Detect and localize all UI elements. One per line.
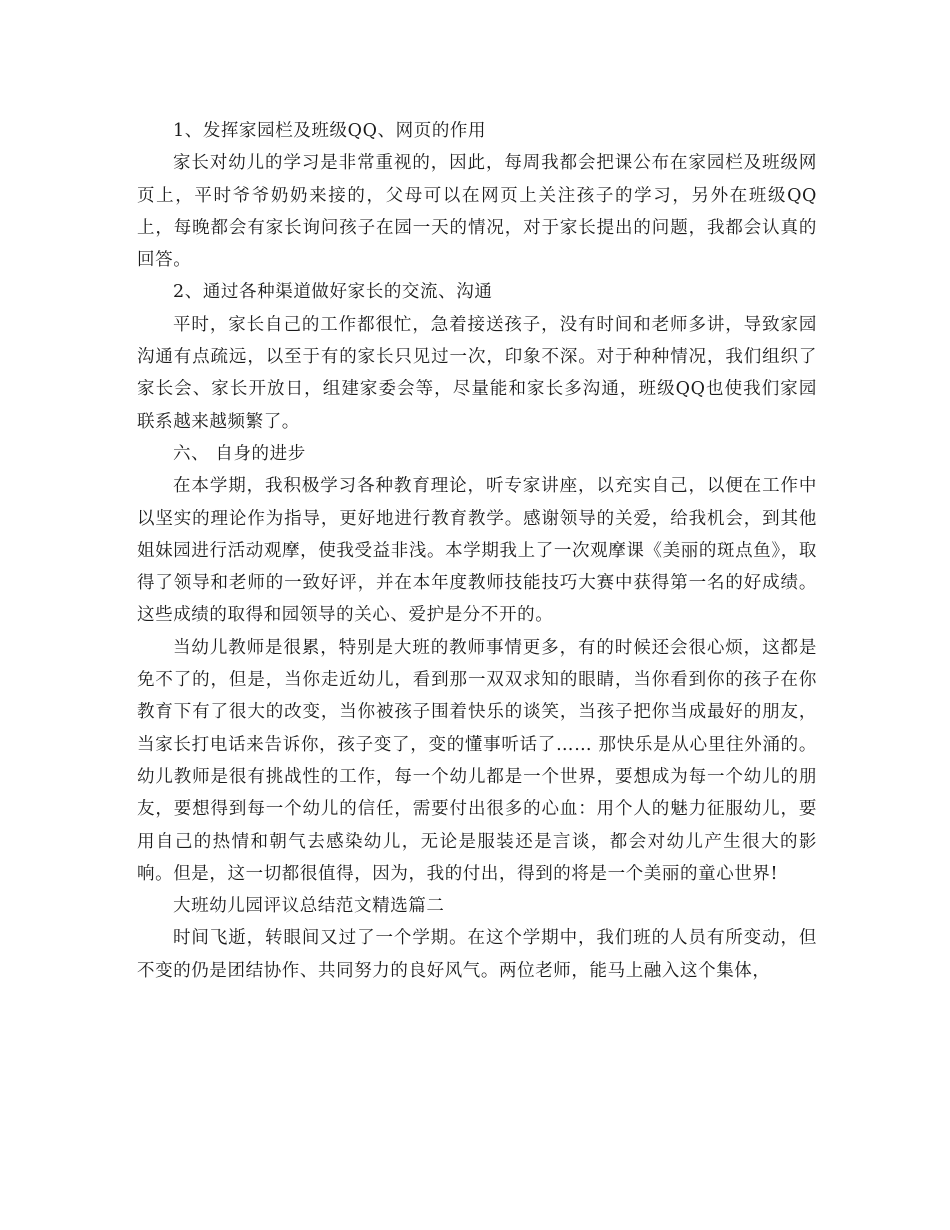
body-paragraph: 时间飞逝，转眼间又过了一个学期。在这个学期中，我们班的人员有所变动，但不变的仍是团结协作、共同努力的良好风气。两位老师，能马上融入这个集体， [137,928,817,981]
body-paragraph: 在本学期，我积极学习各种教育理论，听专家讲座，以充实自己，以便在工作中以坚实的理论作为指导，更好地进行教育教学。感谢领导的关爱，给我机会，到其他姐妹园进行活动观摩，使我受益非浅。本学期我上了一次观摩课《美丽的斑点鱼》，取得了领导和老师的一致好评，并在本年度教师技能技巧大赛中获得第一名的好成绩。这些成绩的取得和园领导的关心、爱护是分不开的。 [137,476,817,626]
body-paragraph: 当幼儿教师是很累，特别是大班的教师事情更多，有的时候还会很心烦，这都是免不了的，但是，当你走近幼儿，看到那一双双求知的眼睛，当你看到你的孩子在你教育下有了很大的改变，当你被孩子围着快乐的谈笑，当孩子把你当成最好的朋友，当家长打电话来告诉你，孩子变了，变的懂事听话了…… 那快乐是从心里往外涌的。幼儿教师是很有挑战性的工作，每一个幼儿都是一个世界，要想成为每一个幼儿的朋友，要想得到每一个幼儿的信任，需要付出很多的心血：用个人的魅力征服幼儿，要用自己的热情和朝气去感染幼儿，无论是服装还是言谈，都会对幼儿产生很大的影响。但是，这一切都很值得，因为，我的付出，得到的将是一个美丽的童心世界! [137,637,817,884]
body-paragraph: 家长对幼儿的学习是非常重视的，因此，每周我都会把课公布在家园栏及班级网页上，平时爷爷奶奶来接的，父母可以在网页上关注孩子的学习，另外在班级QQ上，每晚都会有家长询问孩子在园一天的情况，对于家长提出的问题，我都会认真的回答。 [137,153,817,271]
document-body [137,115,817,987]
section-heading: 大班幼儿园评议总结范文精选篇二 [173,896,445,917]
section-heading: 2、通过各种渠道做好家长的交流、沟通 [173,282,493,303]
section-heading: 六、 自身的进步 [173,443,306,464]
body-paragraph: 平时，家长自己的工作都很忙，急着接送孩子，没有时间和老师多讲，导致家园沟通有点疏远，以至于有的家长只见过一次，印象不深。对于种种情况，我们组织了家长会、家长开放日，组建家委会等，尽量能和家长多沟通，班级QQ也使我们家园联系越来越频繁了。 [137,314,817,432]
section-heading: 1、发挥家园栏及班级QQ、网页的作用 [173,121,487,141]
